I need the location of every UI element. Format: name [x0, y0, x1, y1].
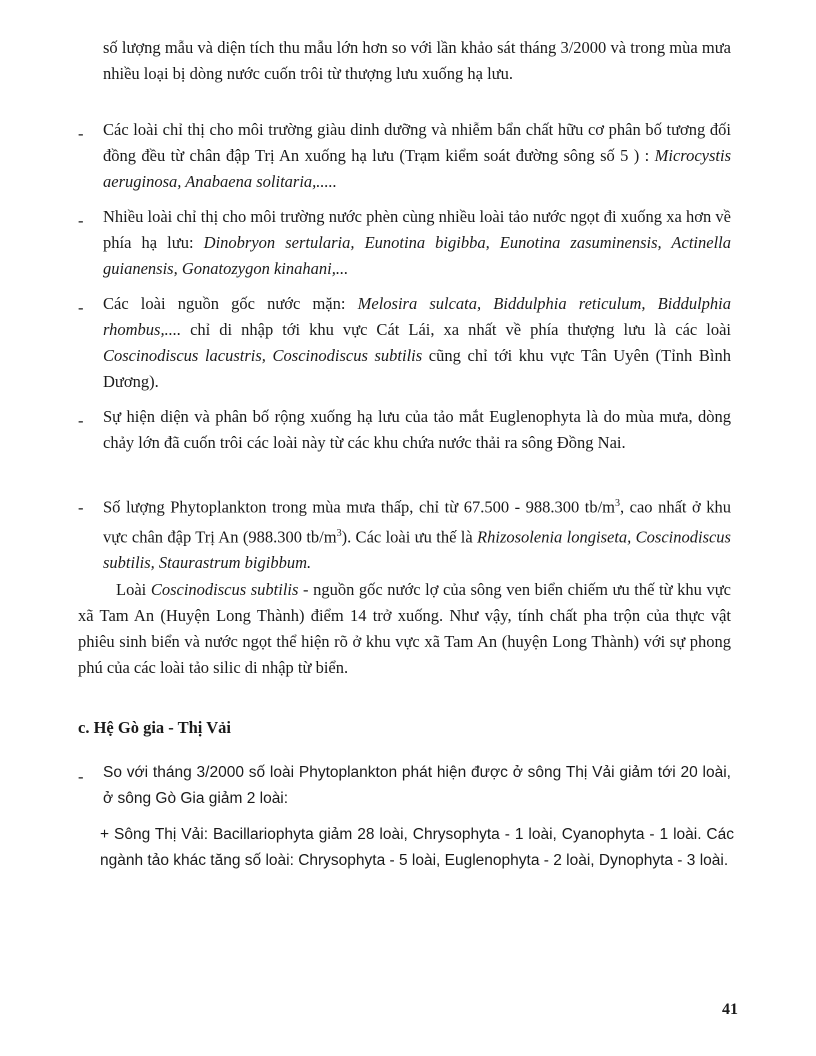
bullet-item-thi-vai-comparison: So với tháng 3/2000 số loài Phytoplankton phát hiện được ở sông Thị Vải giảm tới 20 loài, ở sông Gò Gia giảm 2 loài:	[103, 764, 731, 807]
page-number: 41	[722, 1001, 738, 1018]
bullet-item-saltwater-species: Các loài nguồn gốc nước mặn: Melosira sulcata, Biddulphia reticulum, Biddulphia rhombus,.... chỉ di nhập tới khu vực Cát Lái, xa nhất về phía thượng lưu là các loài Coscinodiscus lacustris, Coscinodiscus subtilis cũng chỉ tới khu vực Tân Uyên (Tỉnh Bình Dương).	[103, 294, 732, 391]
section-heading: c. Hệ Gò gia - Thị Vải	[78, 718, 231, 737]
bullet-marker: -	[78, 411, 84, 430]
bullet-marker: -	[78, 767, 84, 786]
bullet-marker: -	[78, 298, 84, 317]
paragraph-continuation: số lượng mẫu và diện tích thu mẫu lớn hơn so với lần khảo sát tháng 3/2000 và trong mùa mưa nhiều loại bị dòng nước cuốn trôi từ thượng lưu xuống hạ lưu.	[103, 38, 731, 83]
bullet-item-nutrient-indicators: Các loài chỉ thị cho môi trường giàu dinh dưỡng và nhiễm bẩn chất hữu cơ phân bố tương đối đồng đều từ chân đập Trị An xuống hạ lưu (Trạm kiểm soát đường sông số 5 ) : Microcystis aeruginosa, Anabaena solitaria,.....	[103, 120, 731, 191]
bullet-marker: -	[78, 211, 84, 230]
bullet-item-euglenophyta: Sự hiện diện và phân bố rộng xuống hạ lưu của tảo mắt Euglenophyta là do mùa mưa, dòng chảy lớn đã cuốn trôi các loài này từ các khu chứa nước thải ra sông Đồng Nai.	[103, 407, 731, 452]
bullet-marker: -	[78, 124, 84, 143]
bullet-marker: -	[78, 498, 84, 517]
bullet-item-phytoplankton-count: Số lượng Phytoplankton trong mùa mưa thấp, chỉ từ 67.500 - 988.300 $tb/m^3$, cao nhất ở khu vực chân đập Trị An (988.300 $tb/m^3$). Các loài ưu thế là Rhizosolenia longiseta, Coscinodiscus subtilis, Staurastrum bigibbum.	[103, 497, 732, 572]
bullet-item-acid-water-indicators: Nhiều loài chỉ thị cho môi trường nước phèn cùng nhiều loài tảo nước ngọt đi xuống xa hơn về phía hạ lưu: Dinobryon sertularia, Eunotina bigibba, Eunotina zasuminensis, Actinella guianensis, Gonatozygon kinahani,...	[103, 207, 732, 278]
sub-item-thi-vai-river: + Sông Thị Vải: Bacillariophyta giảm 28 loài, Chrysophyta - 1 loài, Cyanophyta - 1 loài. Các ngành tảo khác tăng số loài: Chrysophyta - 5 loài, Euglenophyta - 2 loài, Dynophyta - 3 loài.	[100, 826, 734, 869]
paragraph-coscinodiscus: Loài Coscinodiscus subtilis - nguồn gốc nước lợ của sông ven biển chiếm ưu thế từ khu vực xã Tam An (Huyện Long Thành) điểm 14 trở xuống. Như vậy, tính chất pha trộn của thực vật phiêu sinh biển và nước ngọt thể hiện rõ ở khu vực xã Tam An (huyện Long Thành) với sự phong phú của các loài tảo silic di nhập từ biển.	[78, 580, 731, 677]
